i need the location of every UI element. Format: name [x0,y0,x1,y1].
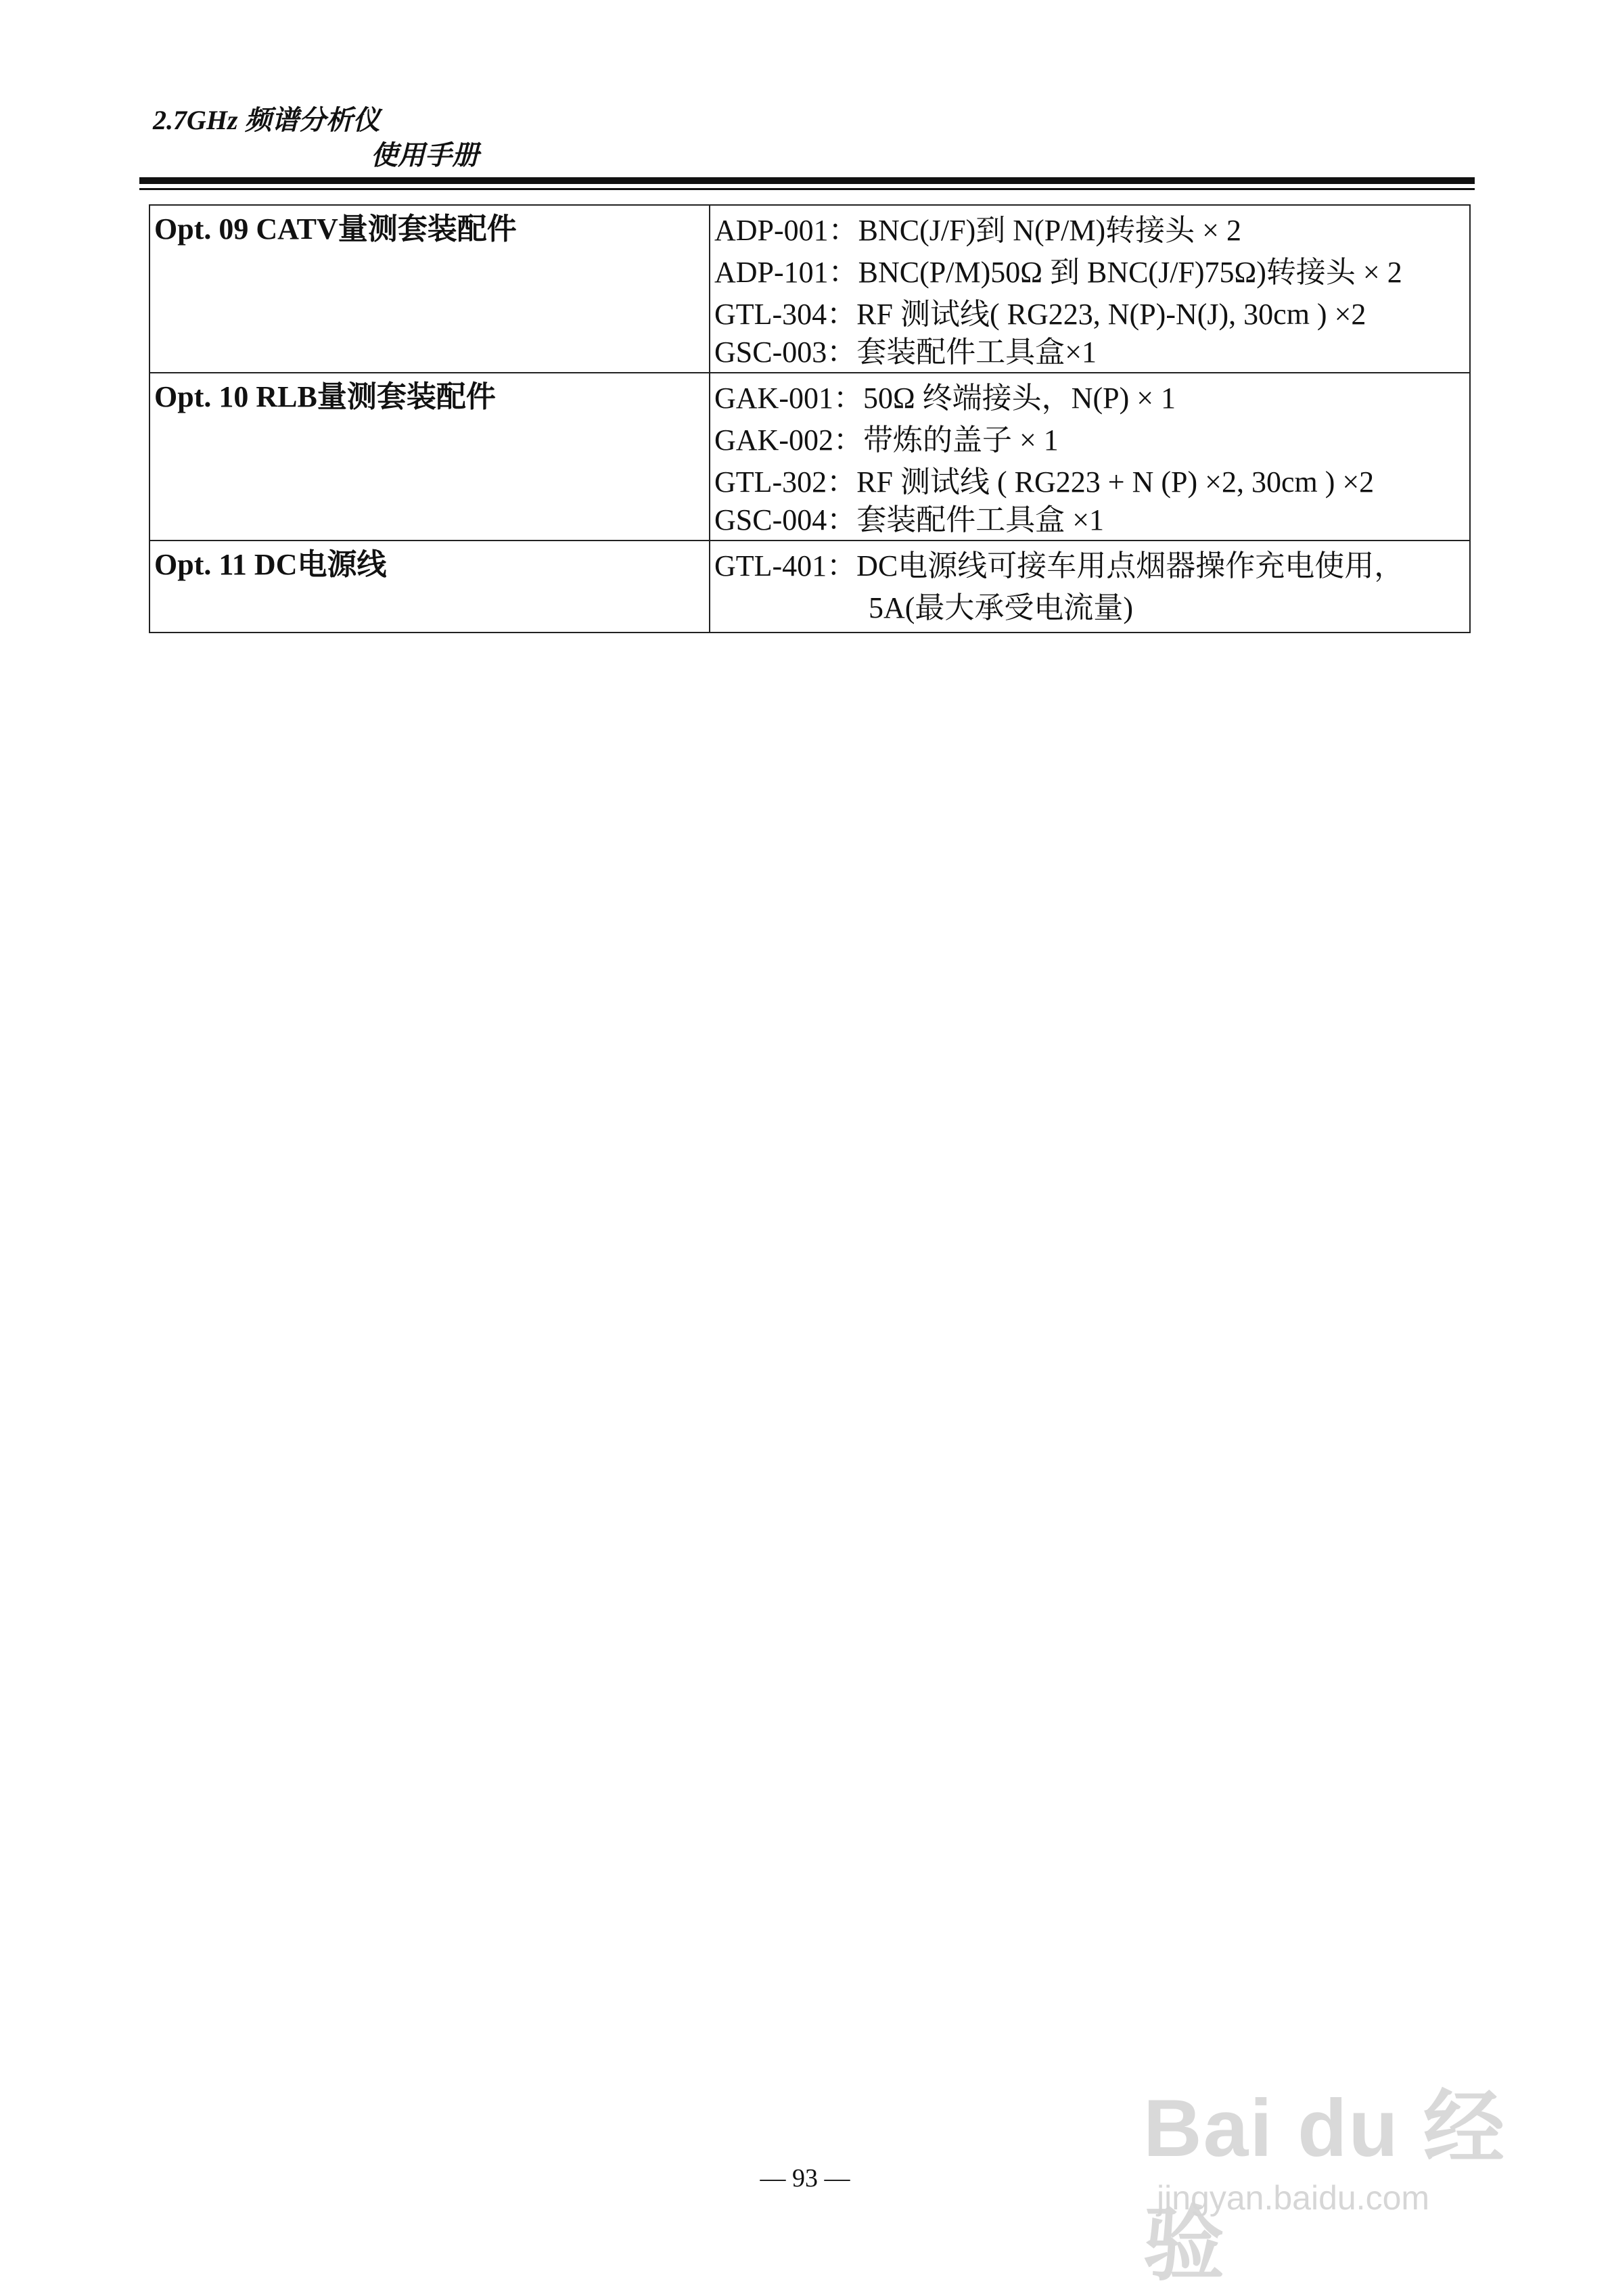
watermark-url: jingyan.baidu.com [1157,2179,1430,2217]
list-item: GAK-002：带炼的盖子 × 1 [714,423,1059,457]
option-items [710,541,1470,633]
list-item: ADP-101：BNC(P/M)50Ω 到 BNC(J/F)75Ω)转接头 × 2 [714,256,1402,289]
options-table [149,204,1471,633]
list-item: GTL-302：RF 测试线 ( RG223 + N (P) ×2, 30cm ) ×2 [714,465,1375,499]
list-item: ADP-001：BNC(J/F)到 N(P/M)转接头 × 2 [714,214,1241,247]
option-items [710,205,1470,373]
table-row [150,541,1470,633]
list-item: GSC-003：套装配件工具盒×1 [714,336,1097,369]
header-subtitle: 使用手册 [371,140,479,170]
watermark-logo: Bai du 经验 [1143,2083,1506,2290]
list-item: GSC-004：套装配件工具盒 ×1 [714,503,1105,536]
baidu-watermark [1143,2050,1522,2290]
header-rule-thick [139,177,1475,184]
option-name: Opt. 10 RLB量测套装配件 [150,373,710,541]
option-items [710,373,1470,541]
header-rule-thin [139,188,1475,190]
list-item: GTL-304：RF 测试线( RG223, N(P)-N(J), 30cm ) ×2 [714,298,1366,331]
page-number: — 93 — [760,2164,850,2192]
list-item: GAK-001：50Ω 终端接头，N(P) × 1 [714,382,1176,415]
header-title: 2.7GHz 频谱分析仪 [153,105,380,135]
table-row [150,205,1470,373]
table-row [150,373,1470,541]
list-item: GTL-401：DC电源线可接车用点烟器操作充电使用， [714,549,1404,582]
option-name: Opt. 09 CATV量测套装配件 [150,205,710,373]
option-name: Opt. 11 DC电源线 [150,541,710,633]
list-item: 5A(最大承受电流量) [869,591,1134,624]
